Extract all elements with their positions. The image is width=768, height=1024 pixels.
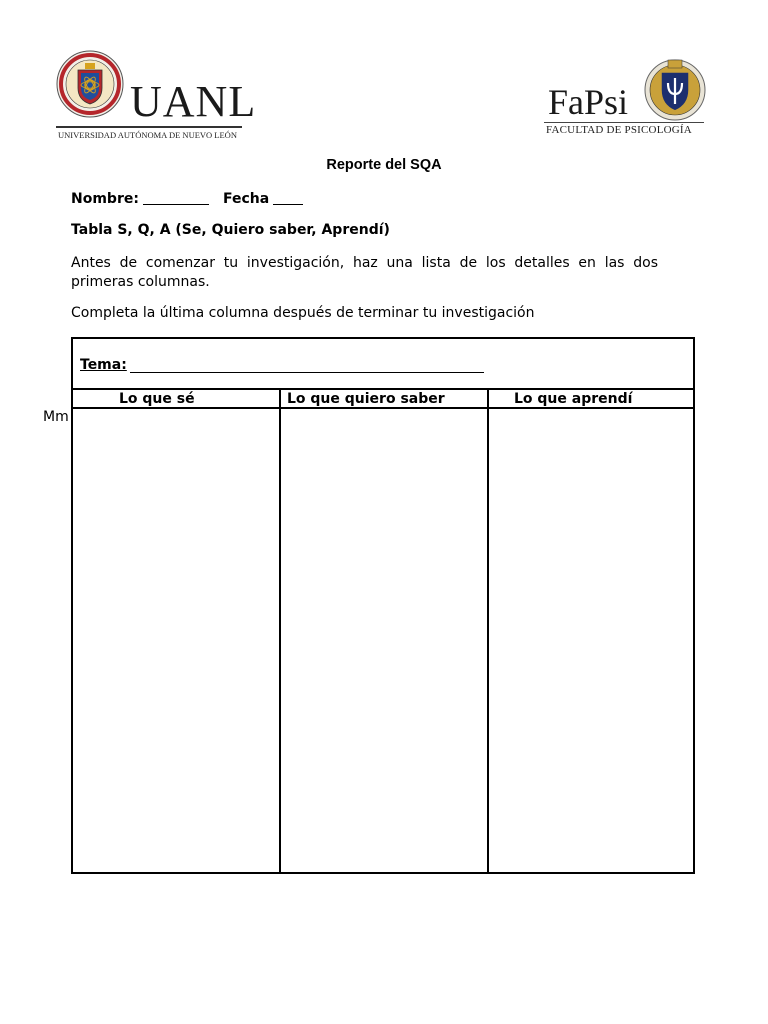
stray-note: Mm xyxy=(43,409,69,425)
column-cell-quiero-saber[interactable] xyxy=(281,409,487,872)
column-cell-aprendi[interactable] xyxy=(489,409,693,872)
tema-row xyxy=(73,339,693,390)
fapsi-logo xyxy=(544,56,708,142)
fapsi-seal-icon xyxy=(644,56,706,122)
intro-paragraph: Antes de comenzar tu investigación, haz una lista de los detalles en las dos primeras columnas. xyxy=(71,255,658,290)
column-header-se: Lo que sé xyxy=(119,391,195,407)
column-header-aprendi: Lo que aprendí xyxy=(514,391,633,407)
uanl-seal-icon xyxy=(56,50,124,118)
page-title: Reporte del SQA xyxy=(326,157,442,173)
column-cell-se[interactable] xyxy=(73,409,279,872)
fapsi-subtitle: FACULTAD DE PSICOLOGÍA xyxy=(546,124,692,136)
nombre-fecha-line xyxy=(71,190,303,207)
uanl-logo xyxy=(56,50,257,144)
uanl-subtitle: UNIVERSIDAD AUTÓNOMA DE NUEVO LEÓN xyxy=(58,130,237,140)
fapsi-divider xyxy=(544,122,704,123)
column-header-row xyxy=(73,390,693,409)
uanl-divider xyxy=(56,126,242,128)
fecha-label: Fecha xyxy=(222,191,270,207)
column-header-quiero-saber: Lo que quiero saber xyxy=(287,391,445,407)
tema-label: Tema: xyxy=(80,357,127,373)
tabla-heading: Tabla S, Q, A (Se, Quiero saber, Aprendí) xyxy=(71,222,390,238)
instruction-paragraph: Completa la última columna después de terminar tu investigación xyxy=(71,305,535,321)
fapsi-wordmark: FaPsi xyxy=(548,82,629,122)
nombre-label: Nombre: xyxy=(71,191,139,207)
fecha-blank xyxy=(273,190,303,205)
nombre-blank xyxy=(143,190,209,205)
sqa-table xyxy=(71,337,695,874)
tema-blank xyxy=(130,372,484,373)
uanl-wordmark: UANL xyxy=(130,77,257,126)
